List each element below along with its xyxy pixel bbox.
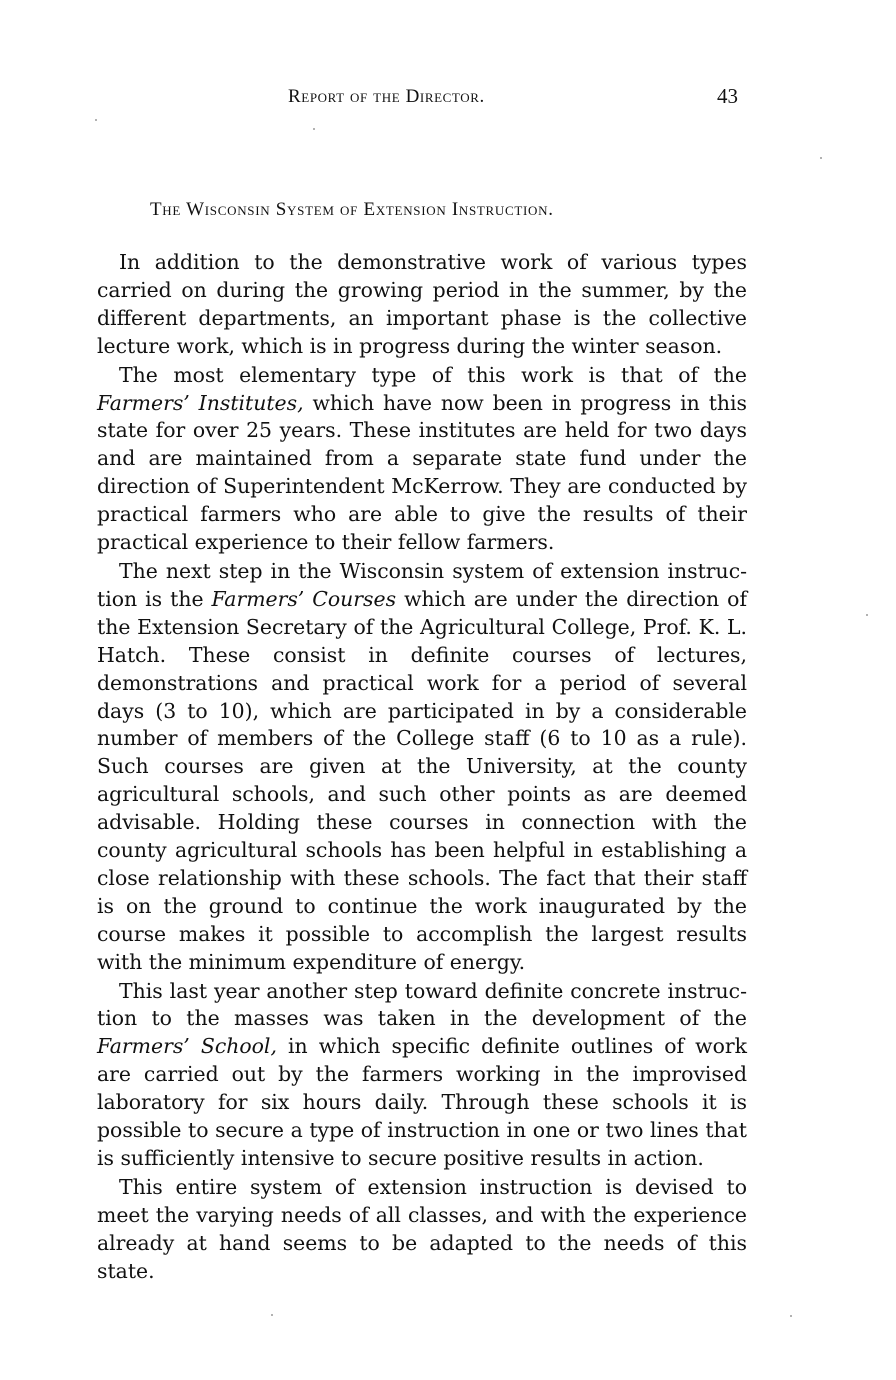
scan-speck (866, 614, 868, 616)
body-text (97, 249, 747, 1287)
scan-speck (95, 119, 97, 121)
scan-speck (820, 157, 822, 159)
paragraph-2 (97, 362, 747, 557)
paragraph-3-text-b: which are under the direction of the Extension Secretary of the Agricultural College, Prof. K. L. Hatch. These consist in definite courses of lectures, demonstrations and practical work for a period of several days (3 to 10), which are participated in by a considerable number of members of the College staff (6 to 10 as a rule). Such courses are given at the University, at the county agricultural schools, and such other points as are deemed advisable. Holding these courses in connection with the county agricultural schools has been helpful in establishing a close relationship with these schools. The fact that their staff is on the ground to continue the work inaugurated by the course makes it possible to accomplish the largest results with the minimum expenditure of energy. (97, 586, 748, 974)
farmers-institutes-term: Farmers’ Institutes, (97, 390, 304, 415)
paragraph-4-text-a: This last year another step toward definite concrete instruction to the masses was taken in the development of the (97, 978, 747, 1031)
paragraph-3-text-a: The next step in the Wisconsin system of extension instruction is the (97, 558, 747, 611)
scan-speck (790, 1315, 792, 1317)
page-number: 43 (717, 84, 738, 108)
paragraph-5 (97, 1174, 747, 1286)
paragraph-3 (97, 558, 747, 977)
paragraph-2-text-b: which have now been in progress in this state for over 25 years. These institutes are held for two days and are maintained from a separate state fund under the direction of Superintendent McKerrow. They are conducted by practical farmers who are able to give the results of their practical experience to their fellow farmers. (97, 390, 748, 555)
paragraph-4 (97, 978, 747, 1173)
paragraph-4-text-b: in which specific definite outlines of work are carried out by the farmers working in the improvised laboratory for six hours daily. Through these schools it is possible to secure a type of instruction in one or two lines that is sufficiently intensive to secure positive results in action. (97, 1034, 747, 1170)
running-head: Report of the Director. (288, 86, 485, 107)
scan-speck (271, 1314, 273, 1316)
farmers-courses-term: Farmers’ Courses (211, 586, 397, 611)
scan-speck (313, 128, 315, 130)
section-title: The Wisconsin System of Extension Instruction. (150, 199, 554, 220)
paragraph-1 (97, 249, 747, 361)
paragraph-1-text: In addition to the demonstrative work of various types carried on during the growing period in the summer, by the different departments, an important phase is the collective lecture work, which is in progress during the winter season. (97, 250, 747, 358)
paragraph-5-text: This entire system of extension instruction is devised to meet the varying needs of all classes, and with the experience already at hand seems to be adapted to the needs of this state. (97, 1174, 747, 1283)
farmers-school-term: Farmers’ School, (97, 1034, 277, 1059)
paragraph-2-text-a: The most elementary type of this work is that of the (119, 362, 747, 387)
